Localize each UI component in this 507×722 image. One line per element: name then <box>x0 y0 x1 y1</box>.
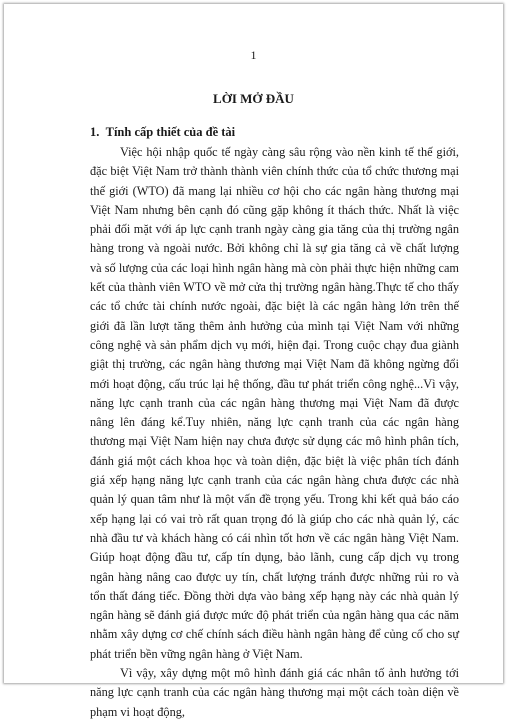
section-heading <box>90 125 235 140</box>
section-heading-text: Tính cấp thiết của đề tài <box>105 125 236 139</box>
document-page <box>4 4 503 719</box>
page-number: 1 <box>250 48 257 62</box>
paragraph: Vì vậy, xây dựng một mô hình đánh giá các nhân tố ảnh hưởng tới năng lực cạnh tranh của các ngân hàng thương mại một cách toàn diện về phạm vi hoạt động, <box>90 666 459 719</box>
document-title: LỜI MỞ ĐẦU <box>213 91 294 106</box>
body-text <box>90 143 459 722</box>
section-number: 1. <box>90 125 100 139</box>
paragraph: Việc hội nhập quốc tế ngày càng sâu rộng vào nền kinh tế thế giới, đặc biệt Việt Nam trở thành thành viên chính thức của tổ chức thương mại thế giới (WTO) đã mang lại nhiều cơ hội cho các ngân hàng thương mại Việt Nam nhưng bên cạnh đó cũng gặp không ít thách thức. Nhất là việc phải đối mặt với áp lực cạnh tranh ngày càng gia tăng của thị trường ngân hàng trong và ngoài nước. Bởi không chỉ là sự gia tăng cả về chất lượng và số lượng của các loại hình ngân hàng mà còn phải thực hiện những cam kết của thành viên WTO về mở cửa thị trường ngân hàng.Thực tế cho thấy các tổ chức tài chính nước ngoài, đặc biệt là các ngân hàng lớn trên thế giới đã lần lượt tăng thêm ảnh hưởng của mình tại Việt Nam với những công nghệ và sản phẩm dịch vụ mới, hiện đại. Trong cuộc chạy đua giành giật thị trường, các ngân hàng thương mại Việt Nam đã không ngừng đổi mới hoạt động, cấu trúc lại hệ thống, đầu tư phát triển công nghệ...Vì vậy, năng lực cạnh tranh của các ngân hàng thương mại Việt Nam đã được nâng lên đáng kể.Tuy nhiên, năng lực cạnh tranh của các ngân hàng thương mại Việt Nam hiện nay chưa được sử dụng các mô hình phân tích, đánh giá một cách khoa học và toàn diện, đặc biệt là việc phân tích đánh giá xếp hạng năng lực cạnh tranh của các ngân hàng chưa được các nhà quản lý quan tâm như là một vấn đề trọng yếu. Trong khi kết quả báo cáo xếp hạng lại có vai trò rất quan trọng đó là giúp cho các nhà quản lý, các nhà đầu tư và khách hàng có cái nhìn tốt hơn về các ngân hàng Việt Nam. Giúp hoạt động đầu tư, cấp tín dụng, bảo lãnh, cung cấp dịch vụ trong ngân hàng nâng cao được uy tín, chất lượng tránh được những rủi ro và tổn thất đáng tiếc. Đồng thời dựa vào bảng xếp hạng này các nhà quản lý ngân hàng sẽ đánh giá được mức độ phát triển của ngân hàng qua các năm nhằm xây dựng cơ chế chính sách điều hành ngân hàng để củng cố cho sự phát triển bền vững ngân hàng ở Việt Nam. <box>90 145 459 661</box>
